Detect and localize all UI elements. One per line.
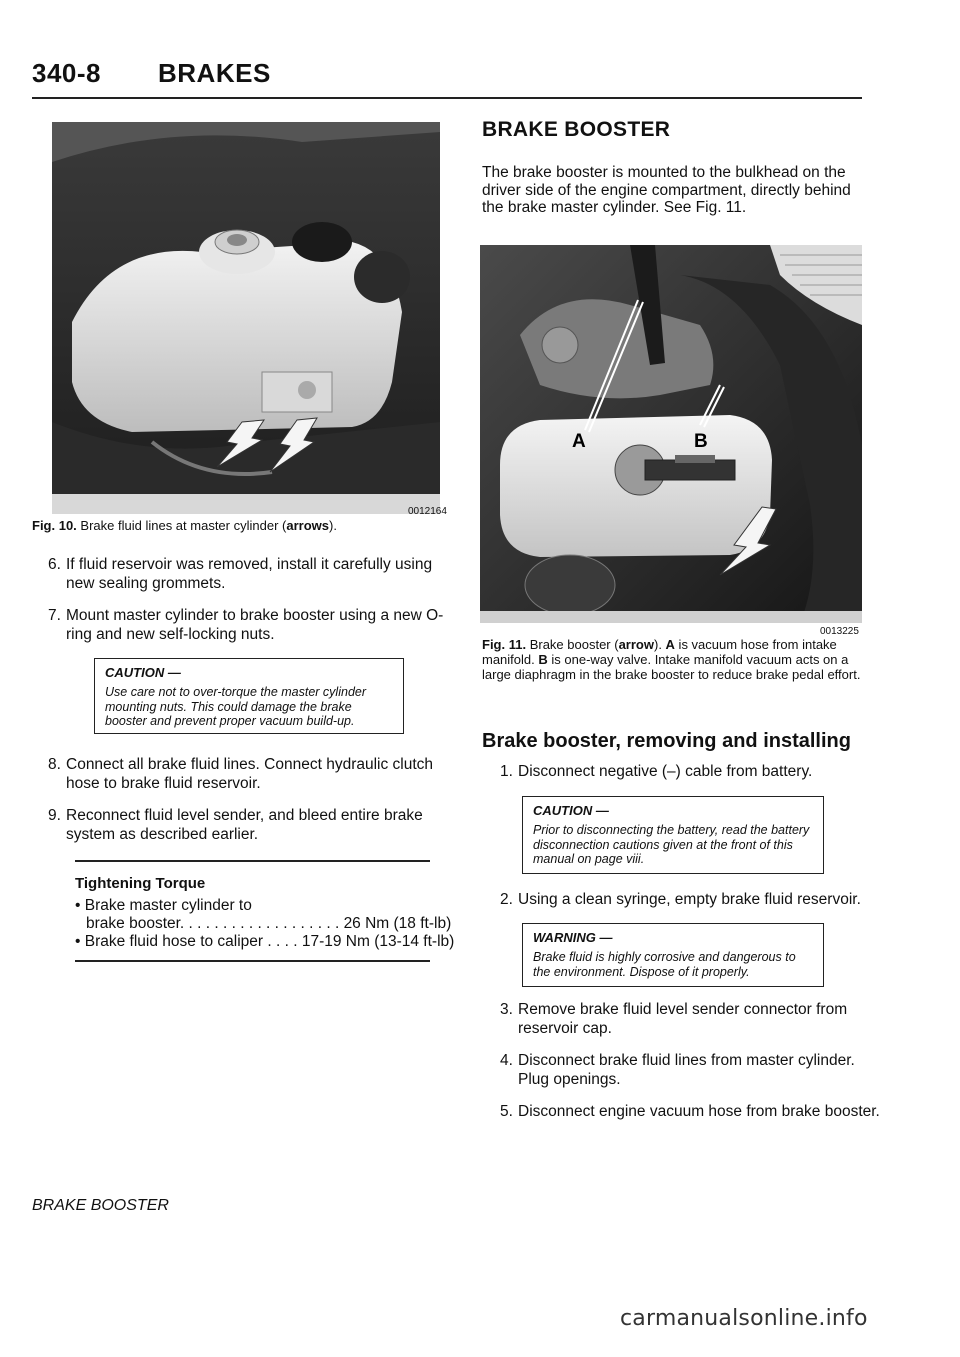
figure-11-caption-part: is vacuum hose from intake manifold. [482,637,837,667]
figure-10-caption-text: Brake fluid lines at master cylinder ( [80,518,287,533]
step-6-number: 6. [48,556,61,573]
procedure-step-1-number: 1. [500,763,513,780]
figure-11-caption-arrow: arrow [618,637,654,652]
procedure-step-4-text: Disconnect brake fluid lines from master cylinder. Plug openings. [518,1052,855,1088]
step-8-number: 8. [48,756,61,773]
warning-body: Brake fluid is highly corrosive and dangerous to the environment. Dispose of it properly. [533,950,796,979]
torque-line-3: • Brake fluid hose to caliper . . . . 17-19 Nm (13-14 ft-lb) [75,933,455,950]
page-number: 340-8 [32,58,101,88]
step-7 [48,606,446,646]
step-9-text: Reconnect fluid level sender, and bleed entire brake system as described earlier. [66,807,423,843]
procedure-step-4-number: 4. [500,1052,513,1069]
figure-11-caption [482,637,877,682]
procedure-step-1-text: Disconnect negative (–) cable from battery. [518,763,813,780]
torque-heading: Tightening Torque [75,875,206,892]
figure-11-code: 0013225 [820,626,859,637]
procedure-step-3-text: Remove brake fluid level sender connector from reservoir cap. [518,1001,848,1037]
figure-11-caption-a: A [665,637,675,652]
torque-line-1: • Brake master cylinder to [75,897,252,914]
step-9 [48,806,446,846]
figure-11-caption-part: ). [653,637,666,652]
caution-heading: CAUTION — [105,665,181,680]
procedure-step-5 [500,1102,880,1124]
figure-10-caption [32,518,452,533]
figure-11-caption-part: is one-way valve. Intake manifold vacuum acts on a large diaphragm in the brake booster to reduce brake pedal effort. [482,652,861,682]
procedure-step-3 [500,1000,875,1040]
procedure-step-1 [500,762,880,784]
procedure-step-5-number: 5. [500,1103,513,1120]
figure-11-caption-b: B [538,652,548,667]
figure-11-caption-part: Brake booster ( [529,637,619,652]
caution-box-battery [522,796,824,874]
step-6-text: If fluid reservoir was removed, install it carefully using new sealing grommets. [66,556,433,592]
section-intro: The brake booster is mounted to the bulkhead on the driver side of the engine compartment, directly behind the brake master cylinder. See Fig. 11. [482,164,851,216]
figure-11-label-b: B [694,431,708,452]
procedure-step-3-number: 3. [500,1001,513,1018]
procedure-step-5-text: Disconnect engine vacuum hose from brake booster. [518,1103,880,1120]
figure-10-caption-end: ). [328,518,337,533]
figure-10-photo [52,122,440,514]
step-8 [48,755,446,795]
figure-11-label-a: A [572,431,586,452]
chapter-title: BRAKES [158,58,271,88]
caution-battery-body: Prior to disconnecting the battery, read the battery disconnection cautions given at the front of this manual on page viii. [533,823,810,866]
figure-11-photo [480,245,862,623]
step-6 [48,555,446,595]
step-8-text: Connect all brake fluid lines. Connect hydraulic clutch hose to brake fluid reservoir. [66,756,434,792]
figure-11-label: Fig. 11. [482,637,527,652]
torque-line-2: brake booster. . . . . . . . . . . . . . . . . . . 26 Nm (18 ft-lb) [86,915,452,932]
header-rule [32,97,862,99]
caution-body: Use care not to over-torque the master cylinder mounting nuts. This could damage the brake booster and prevent proper vacuum build-up. [105,685,367,728]
procedure-step-2-number: 2. [500,891,513,908]
procedure-title: Brake booster, removing and installing [482,730,851,752]
procedure-step-4 [500,1051,875,1091]
caution-battery-heading: CAUTION — [533,803,609,818]
procedure-step-2 [500,890,880,912]
footer-section-name: BRAKE BOOSTER [32,1197,169,1214]
figure-10-caption-bold: arrows [286,518,329,533]
torque-bottom-rule [75,960,430,962]
step-7-text: Mount master cylinder to brake booster using a new O-ring and new self-locking nuts. [66,607,444,643]
watermark: carmanualsonline.info [620,1306,868,1331]
procedure-step-2-text: Using a clean syringe, empty brake fluid reservoir. [518,891,861,908]
caution-box-master-cylinder [94,658,404,734]
figure-10-label: Fig. 10. [32,518,77,533]
torque-top-rule [75,860,430,862]
figure-10-code: 0012164 [408,506,447,517]
section-title: BRAKE BOOSTER [482,118,671,141]
warning-box-brake-fluid [522,923,824,987]
step-9-number: 9. [48,807,61,824]
step-7-number: 7. [48,607,61,624]
warning-heading: WARNING — [533,930,613,945]
